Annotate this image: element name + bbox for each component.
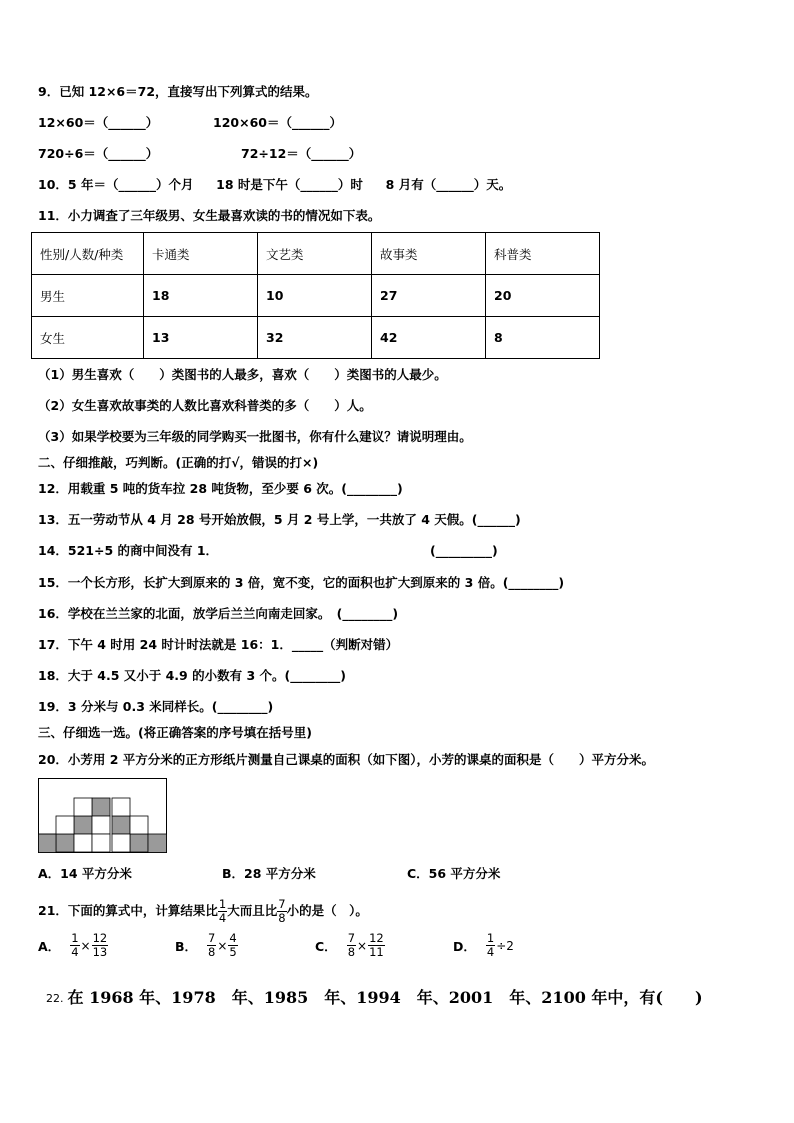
table-cell: 13 [144,317,258,359]
table-header: 故事类 [372,233,486,275]
denominator: 11 [369,945,384,959]
row-label-girls: 女生 [32,317,144,359]
q21-option-c[interactable] [315,932,385,959]
numerator: 1 [486,931,495,945]
numerator: 7 [347,931,356,945]
numerator: 1 [218,897,227,911]
option-label: D． [453,938,476,954]
q9-item-3: 720÷6＝（______） [38,146,159,161]
option-label: C． [315,938,337,954]
fraction [70,932,79,959]
q21-option-b[interactable] [175,932,238,959]
numerator: 1 [71,931,79,945]
denominator: 13 [92,945,108,959]
fraction [347,932,356,959]
numerator: 7 [208,931,216,945]
table-cell: 32 [258,317,372,359]
operator: × [217,938,228,953]
numerator: 7 [278,897,286,911]
denominator: 8 [208,945,216,959]
q9-stem: 9．已知 12×6＝72，直接写出下列算式的结果。 [38,84,318,99]
q20-option-a[interactable]: A．14 平方分米 [38,866,132,881]
denominator: 5 [229,945,237,959]
q21-stem-mid: 大而且比 [227,903,278,918]
q11-stem: 11．小力调查了三年级男、女生最喜欢读的书的情况如下表。 [38,208,381,223]
table-cell: 8 [486,317,600,359]
table-cell: 10 [258,275,372,317]
q16: 16．学校在兰兰家的北面，放学后兰兰向南走回家。 (________) [38,606,399,621]
q20-stem: 20．小芳用 2 平方分米的正方形纸片测量自己课桌的面积（如下图），小芳的课桌的面积是（ ）平方分米。 [38,752,655,767]
numerator: 12 [369,931,384,945]
section-2-heading: 二、仔细推敲，巧判断。(正确的打√，错误的打×) [38,455,319,470]
fraction [368,932,385,959]
q9-item-2: 120×60＝（______） [213,115,342,130]
desk-tiling-figure [38,778,168,854]
table-header: 科普类 [486,233,600,275]
q20-option-c[interactable]: C．56 平方分米 [407,866,501,881]
q11-sub-3: （3）如果学校要为三年级的同学购买一批图书，你有什么建议？请说明理由。 [38,429,472,444]
row-label-boys: 男生 [32,275,144,317]
table-header: 文艺类 [258,233,372,275]
q9-item-1: 12×60＝（______） [38,115,159,130]
table-cell: 27 [372,275,486,317]
operator: × [80,938,91,953]
q11-sub-2: （2）女生喜欢故事类的人数比喜欢科普类的多（ ）人。 [38,398,372,413]
q18: 18．大于 4.5 又小于 4.9 的小数有 3 个。(________) [38,668,346,683]
q10-part-3: 8 月有（______）天。 [385,177,512,192]
q19: 19．3 分米与 0.3 米同样长。(________) [38,699,274,714]
table-header: 卡通类 [144,233,258,275]
fraction [486,932,495,959]
denominator: 4 [71,945,79,959]
table-cell: 18 [144,275,258,317]
numerator: 12 [92,931,108,945]
section-3-heading: 三、仔细选一选。(将正确答案的序号填在括号里) [38,725,312,740]
fraction [207,932,216,959]
q14-text: 14．521÷5 的商中间没有 1． [38,543,219,558]
q14-blank: (_________) [430,543,498,558]
numerator: 4 [229,931,237,945]
q20-option-b[interactable]: B．28 平方分米 [222,866,316,881]
fraction [228,932,237,959]
q9-item-4: 72÷12＝（______） [241,146,362,161]
denominator: 8 [347,945,356,959]
q22-number: 22. [46,992,64,1005]
q21-stem-post: 小的是（ ）。 [286,903,368,918]
q21-option-a[interactable] [38,932,108,959]
q11-sub-1: （1）男生喜欢（ ）类图书的人最多，喜欢（ ）类图书的人最少。 [38,367,447,382]
q22-text: 在 1968 年、1978 年、1985 年、1994 年、2001 年、2100 年中，有( ) [67,988,703,1007]
q21-option-d[interactable] [453,932,515,959]
q11-table [31,232,600,359]
table-cell: 42 [372,317,486,359]
fraction [92,932,109,959]
operator: × [357,938,368,953]
option-label: A． [38,938,61,954]
option-label: B． [175,938,198,954]
operator: ÷2 [496,938,514,953]
q10-part-1: 10．5 年＝（______）个月 [38,177,194,192]
denominator: 4 [218,911,227,925]
q10-part-2: 18 时是下午（______）时 [216,177,363,192]
q15: 15．一个长方形，长扩大到原来的 3 倍，宽不变，它的面积也扩大到原来的 3 倍。(________) [38,575,565,590]
q21-fraction-2 [277,898,286,925]
denominator: 8 [278,911,286,925]
q12: 12．用载重 5 吨的货车拉 28 吨货物，至少要 6 次。(________) [38,481,403,496]
q21-fraction-1 [218,898,227,925]
table-cell: 20 [486,275,600,317]
q10-line [38,177,511,193]
q21-stem-pre: 21．下面的算式中，计算结果比 [38,903,218,918]
table-header: 性别/人数/种类 [32,233,144,275]
denominator: 4 [486,945,495,959]
q22 [46,985,703,1008]
q21-stem [38,896,368,926]
q13: 13．五一劳动节从 4 月 28 号开始放假，5 月 2 号上学，一共放了 4 天假。(______) [38,512,521,527]
q17: 17．下午 4 时用 24 时计时法就是 16：1．_____（判断对错） [38,637,399,652]
